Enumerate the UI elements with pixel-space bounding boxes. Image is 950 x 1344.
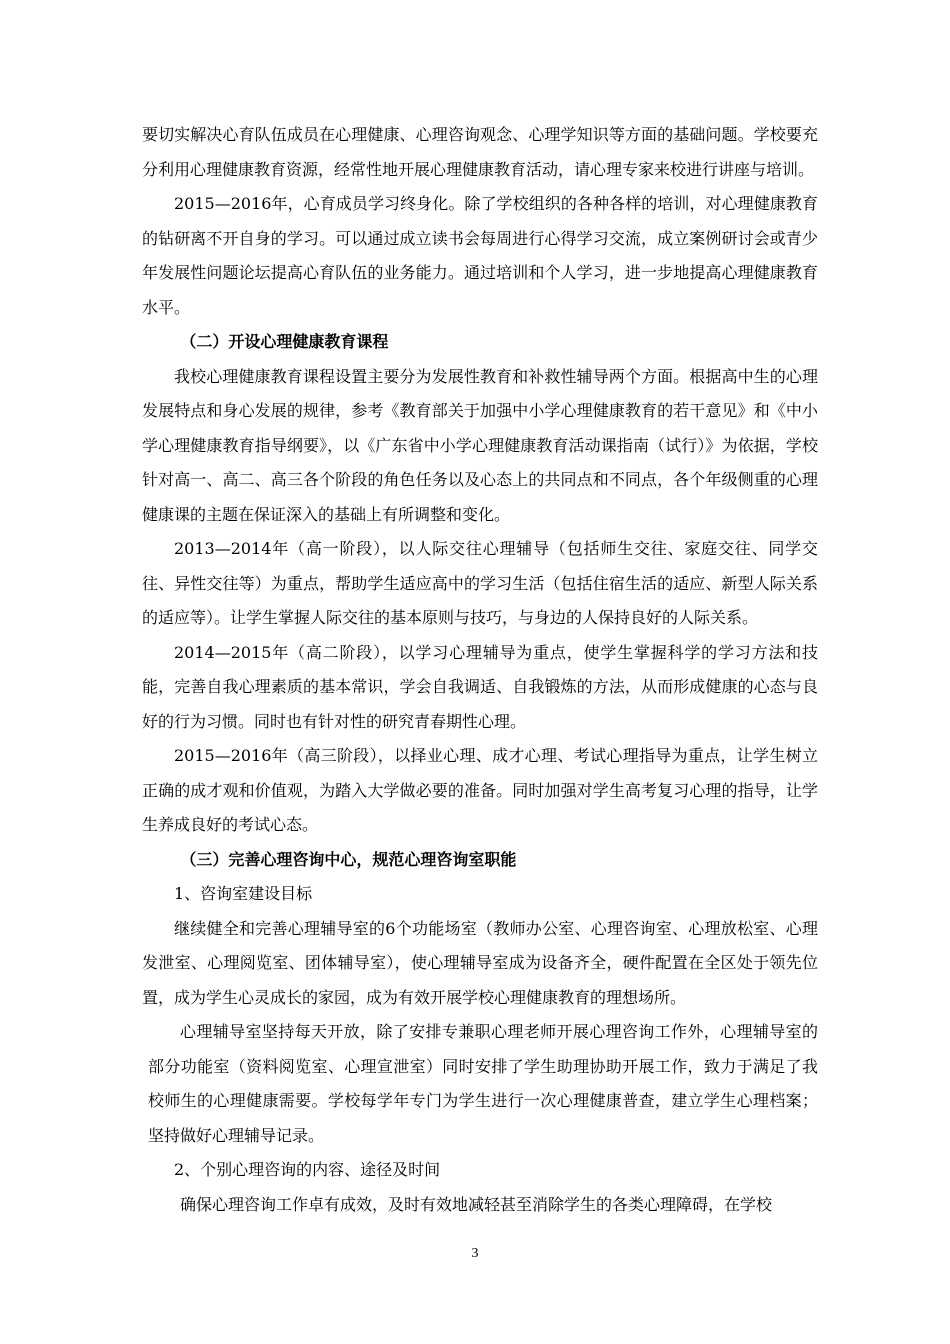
section-heading-2: （二）开设心理健康教育课程 <box>180 332 389 351</box>
paragraph-3: 我校心理健康教育课程设置主要分为发展性教育和补救性辅导两个方面。根据高中生的心理发展特点和身心发展的规律，参考《教育部关于加强中小学心理健康教育的若干意见》和《中小学心理健康教育指导纲要》，以《广东省中小学心理健康教育活动课指南（试行）》为依据，学校针对高一、高二、高三各个阶段的角色任务以及心态上的共同点和不同点，各个年级侧重的心理健康课的主题在保证深入的基础上有所调整和变化。 <box>142 366 818 524</box>
section-heading-3: （三）完善心理咨询中心，规范心理咨询室职能 <box>180 849 517 869</box>
subheading-2: 2、个别心理咨询的内容、途径及时间 <box>174 1160 441 1179</box>
subheading-1: 1、咨询室建设目标 <box>174 884 313 903</box>
paragraph-2: 2015—2016年，心育成员学习终身化。除了学校组织的各种各样的培训，对心理健康教育的钻研离不开自身的学习。可以通过成立读书会每周进行心得学习交流，成立案例研讨会或青少年发展性问题论坛提高心育队伍的业务能力。通过培训和个人学习，进一步地提高心理健康教育水平。 <box>142 194 818 317</box>
paragraph-5: 2014—2015年（高二阶段），以学习心理辅导为重点，使学生掌握科学的学习方法和技能，完善自我心理素质的基本常识，学会自我调适、自我锻炼的方法，从而形成健康的心态与良好的行为习惯。同时也有针对性的研究青春期性心理。 <box>142 642 818 731</box>
paragraph-7: 继续健全和完善心理辅导室的6个功能场室（教师办公室、心理咨询室、心理放松室、心理发泄室、心理阅览室、团体辅导室），使心理辅导室成为设备齐全，硬件配置在全区处于领先位置，成为学生心灵成长的家园，成为有效开展学校心理健康教育的理想场所。 <box>142 918 818 1007</box>
paragraph-6: 2015—2016年（高三阶段），以择业心理、成才心理、考试心理指导为重点，让学生树立正确的成才观和价值观，为踏入大学做必要的准备。同时加强对学生高考复习心理的指导，让学生养成良好的考试心态。 <box>142 746 818 834</box>
page-number: 3 <box>471 1246 479 1261</box>
paragraph-4: 2013—2014年（高一阶段），以人际交往心理辅导（包括师生交往、家庭交往、同学交往、异性交往等）为重点，帮助学生适应高中的学习生活（包括住宿生活的适应、新型人际关系的适应等）。让学生掌握人际交往的基本原则与技巧，与身边的人保持良好的人际关系。 <box>142 539 818 627</box>
paragraph-9: 确保心理咨询工作卓有成效，及时有效地减轻甚至消除学生的各类心理障碍，在学校 <box>180 1194 773 1214</box>
paragraph-1: 要切实解决心育队伍成员在心理健康、心理咨询观念、心理学知识等方面的基础问题。学校要充分利用心理健康教育资源，经常性地开展心理健康教育活动，请心理专家来校进行讲座与培训。 <box>142 125 818 179</box>
document-body <box>142 118 818 1222</box>
paragraph-8: 心理辅导室坚持每天开放，除了安排专兼职心理老师开展心理咨询工作外，心理辅导室的部分功能室（资料阅览室、心理宣泄室）同时安排了学生助理协助开展工作，致力于满足了我校师生的心理健康需要。学校每学年专门为学生进行一次心理健康普查，建立学生心理档案；坚持做好心理辅导记录。 <box>148 1022 818 1145</box>
